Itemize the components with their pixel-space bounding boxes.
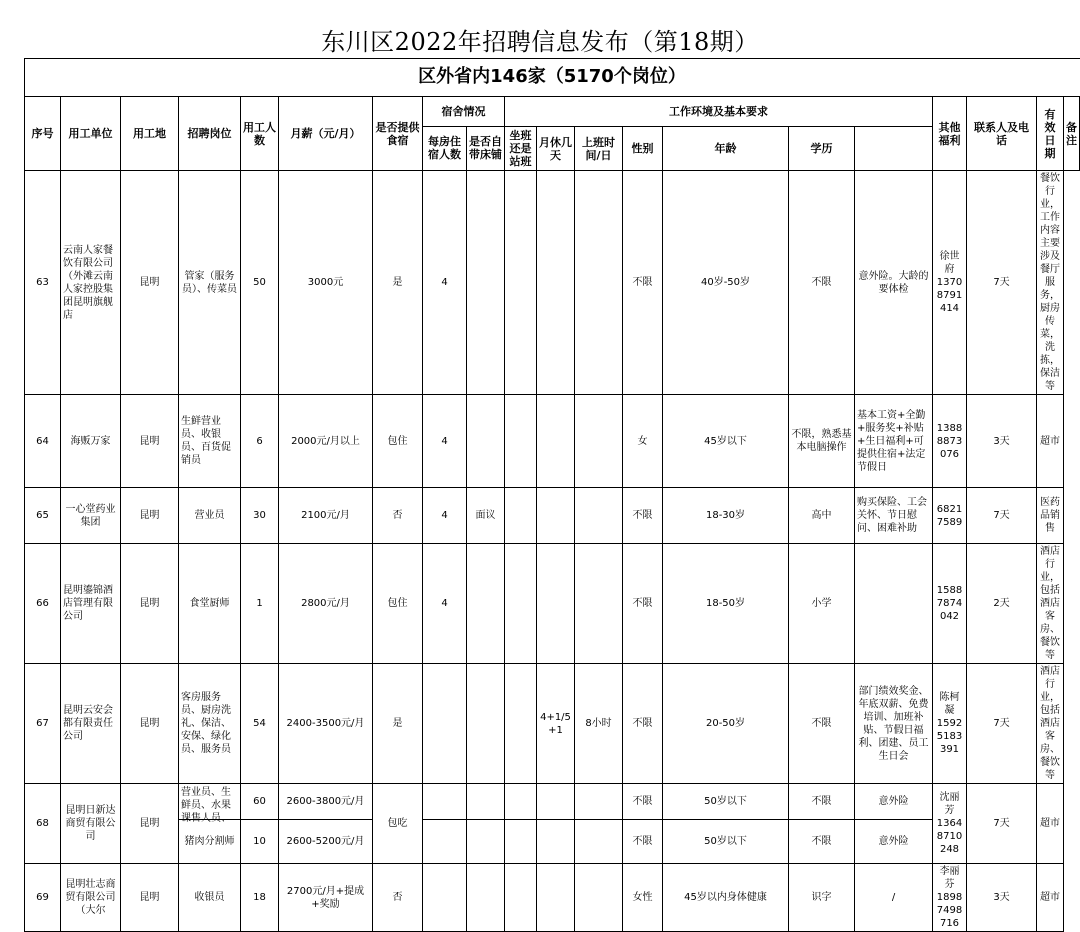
cell-position: 收银员 bbox=[179, 864, 241, 932]
cell-position: 客房服务员、厨房洗礼、保洁、安保、绿化员、服务员 bbox=[179, 664, 241, 784]
cell-education: 不限 bbox=[789, 784, 855, 820]
header-work-group: 工作环境及基本要求 bbox=[505, 97, 933, 127]
cell-salary: 2700元/月+提成+奖励 bbox=[279, 864, 373, 932]
cell-valid: 7天 bbox=[967, 488, 1037, 544]
cell-education: 小学 bbox=[789, 544, 855, 664]
cell-location: 昆明 bbox=[121, 664, 179, 784]
cell-sit-stand bbox=[505, 395, 537, 488]
cell-count: 60 bbox=[241, 784, 279, 820]
cell-age: 50岁以下 bbox=[663, 784, 789, 820]
cell-education: 不限，熟悉基本电脑操作 bbox=[789, 395, 855, 488]
divider bbox=[24, 58, 1080, 59]
cell-board: 包吃 bbox=[373, 784, 423, 864]
cell-position bbox=[179, 784, 241, 824]
header-position: 招聘岗位 bbox=[179, 97, 241, 171]
cell-gender: 不限 bbox=[623, 544, 663, 664]
cell-benefits: / bbox=[855, 864, 933, 932]
cell-benefits: 购买保险、工会关怀、节日慰问、困难补助 bbox=[855, 488, 933, 544]
cell-remarks: 酒店行业，包括酒店客房、餐饮等 bbox=[1037, 544, 1064, 664]
cell-salary: 2600-3800元/月 bbox=[279, 784, 373, 820]
cell-location: 昆明 bbox=[121, 395, 179, 488]
header-salary: 月薪（元/月） bbox=[279, 97, 373, 171]
header-dorm-bedding bbox=[467, 127, 505, 171]
cell-count: 50 bbox=[241, 171, 279, 395]
cell-valid: 3天 bbox=[967, 395, 1037, 488]
cell-dorm-bedding bbox=[467, 171, 505, 395]
cell-remarks: 超市 bbox=[1037, 864, 1064, 932]
contact-name: 徐世府 bbox=[939, 251, 960, 275]
header-employer: 用工单位 bbox=[61, 97, 121, 171]
cell-education: 识字 bbox=[789, 864, 855, 932]
cell-work-hours bbox=[575, 544, 623, 664]
contact-name: 沈丽芳 bbox=[939, 792, 960, 816]
cell-count: 18 bbox=[241, 864, 279, 932]
header-education: 学历 bbox=[789, 127, 855, 171]
page-title: 东川区2022年招聘信息发布（第18期） bbox=[321, 28, 759, 56]
cell-age: 40岁-50岁 bbox=[663, 171, 789, 395]
cell-remarks: 超市 bbox=[1037, 784, 1064, 864]
cell-education: 不限 bbox=[789, 171, 855, 395]
cell-education: 不限 bbox=[789, 664, 855, 784]
cell-gender: 不限 bbox=[623, 664, 663, 784]
header-sit-stand-text: 坐班还是站班 bbox=[509, 128, 532, 168]
cell-education: 不限 bbox=[789, 820, 855, 864]
cell-board: 包住 bbox=[373, 544, 423, 664]
contact-name: 陈柯凝 bbox=[939, 692, 960, 716]
cell-salary: 3000元 bbox=[279, 171, 373, 395]
cell-employer: 一心堂药业集团 bbox=[61, 488, 121, 544]
cell-dorm-people: 4 bbox=[423, 488, 467, 544]
cell-education: 高中 bbox=[789, 488, 855, 544]
cell-work-hours bbox=[575, 171, 623, 395]
cell-position: 生鲜营业员、收银员、百货促销员 bbox=[179, 395, 241, 488]
cell-employer: 昆明日新达商贸有限公司 bbox=[61, 784, 121, 864]
cell-rest-days bbox=[537, 395, 575, 488]
table-row bbox=[25, 864, 1080, 932]
table-row bbox=[25, 395, 1080, 488]
cell-rest-days bbox=[537, 171, 575, 395]
cell-dorm-people bbox=[423, 664, 467, 784]
cell-location: 昆明 bbox=[121, 544, 179, 664]
cell-contact bbox=[933, 664, 967, 784]
cell-salary: 2000元/月以上 bbox=[279, 395, 373, 488]
cell-location: 昆明 bbox=[121, 171, 179, 395]
cell-seq: 68 bbox=[25, 784, 61, 864]
cell-seq: 66 bbox=[25, 544, 61, 664]
header-board: 是否提供食宿 bbox=[373, 97, 423, 171]
cell-salary: 2600-5200元/月 bbox=[279, 820, 373, 864]
cell-dorm-bedding bbox=[467, 395, 505, 488]
cell-sit-stand bbox=[505, 488, 537, 544]
contact-phone: 13888873076 bbox=[936, 422, 963, 460]
cell-count: 10 bbox=[241, 820, 279, 864]
cell-work-hours bbox=[575, 784, 623, 820]
cell-benefits: 部门绩效奖金、年底双薪、免费培训、加班补贴、节假日福利、团建、员工生日会 bbox=[855, 664, 933, 784]
cell-position: 营业员 bbox=[179, 488, 241, 544]
cell-location: 昆明 bbox=[121, 784, 179, 864]
header-location: 用工地 bbox=[121, 97, 179, 171]
cell-board: 是 bbox=[373, 171, 423, 395]
table-row bbox=[25, 784, 1080, 820]
cell-benefits: 意外险。大龄的要体检 bbox=[855, 171, 933, 395]
cell-position-text: 营业员、生鲜员、水果课售人员、 bbox=[181, 786, 231, 824]
header-benefits: 其他福利 bbox=[933, 97, 967, 171]
cell-age: 18-50岁 bbox=[663, 544, 789, 664]
cell-sit-stand bbox=[505, 820, 537, 864]
cell-rest-days bbox=[537, 864, 575, 932]
cell-employer: 昆明鎏锦酒店管理有限公司 bbox=[61, 544, 121, 664]
cell-work-hours bbox=[575, 395, 623, 488]
cell-dorm-people bbox=[423, 864, 467, 932]
header-seq: 序号 bbox=[25, 97, 61, 171]
cell-rest-days bbox=[537, 488, 575, 544]
cell-location: 昆明 bbox=[121, 864, 179, 932]
header-age: 年龄 bbox=[663, 127, 789, 171]
cell-employer: 云南人家餐饮有限公司（外滩云南人家控股集团昆明旗舰店 bbox=[61, 171, 121, 395]
cell-remarks: 餐饮行业，工作内容主要涉及餐厅服务，厨房传菜，洗拣，保洁等 bbox=[1037, 171, 1064, 395]
table-row bbox=[25, 820, 1080, 864]
cell-employer bbox=[61, 864, 121, 932]
cell-dorm-people bbox=[423, 820, 467, 864]
cell-seq: 67 bbox=[25, 664, 61, 784]
cell-contact bbox=[933, 488, 967, 544]
cell-dorm-people: 4 bbox=[423, 171, 467, 395]
table-row bbox=[25, 488, 1080, 544]
cell-remarks: 酒店行业，包括酒店客房、餐饮等 bbox=[1037, 664, 1064, 784]
cell-gender: 女性 bbox=[623, 864, 663, 932]
cell-dorm-bedding bbox=[467, 820, 505, 864]
cell-dorm-bedding bbox=[467, 544, 505, 664]
cell-valid: 7天 bbox=[967, 664, 1037, 784]
cell-sit-stand bbox=[505, 171, 537, 395]
cell-dorm-bedding: 面议 bbox=[467, 488, 505, 544]
cell-age: 50岁以下 bbox=[663, 820, 789, 864]
contact-phone: 13648710248 bbox=[936, 818, 963, 855]
cell-position: 猪肉分割师 bbox=[179, 820, 241, 864]
cell-board: 是 bbox=[373, 664, 423, 784]
cell-sit-stand bbox=[505, 544, 537, 664]
header-rest-days: 月休几天 bbox=[537, 127, 575, 171]
cell-benefits: 基本工资+全勤+服务奖+补贴+生日福利+可提供住宿+法定节假日 bbox=[855, 395, 933, 488]
cell-board: 包住 bbox=[373, 395, 423, 488]
cell-seq: 65 bbox=[25, 488, 61, 544]
cell-board: 否 bbox=[373, 864, 423, 932]
header-remarks: 备注 bbox=[1063, 97, 1079, 171]
contact-phone: 15925183391 bbox=[936, 718, 963, 755]
cell-work-hours bbox=[575, 864, 623, 932]
header-dorm-people bbox=[423, 127, 467, 171]
cell-count: 6 bbox=[241, 395, 279, 488]
cell-gender: 女 bbox=[623, 395, 663, 488]
cell-benefits: 意外险 bbox=[855, 784, 933, 820]
contact-name: 李丽芬 bbox=[939, 866, 960, 890]
contact-phone: 68217589 bbox=[936, 503, 963, 528]
cell-contact bbox=[933, 544, 967, 664]
header-valid: 有效日期 bbox=[1037, 97, 1064, 171]
cell-contact bbox=[933, 395, 967, 488]
cell-seq: 64 bbox=[25, 395, 61, 488]
table-row bbox=[25, 664, 1080, 784]
contact-phone: 13708791414 bbox=[936, 277, 963, 314]
cell-board: 否 bbox=[373, 488, 423, 544]
cell-valid: 7天 bbox=[967, 171, 1037, 395]
cell-sit-stand bbox=[505, 864, 537, 932]
header-gender: 性别 bbox=[623, 127, 663, 171]
cell-benefits: 意外险 bbox=[855, 820, 933, 864]
header-count: 用工人数 bbox=[241, 97, 279, 171]
section-subtitle: 区外省内146家（5170个岗位） bbox=[418, 66, 686, 87]
cell-count: 54 bbox=[241, 664, 279, 784]
contact-phone: 18987498716 bbox=[936, 892, 963, 929]
cell-dorm-bedding bbox=[467, 664, 505, 784]
cell-valid: 2天 bbox=[967, 544, 1037, 664]
contact-phone: 15887874042 bbox=[936, 585, 963, 622]
cell-dorm-people: 4 bbox=[423, 395, 467, 488]
cell-remarks: 医药品销售 bbox=[1037, 488, 1064, 544]
cell-employer: 昆明云安会都有限责任公司 bbox=[61, 664, 121, 784]
cell-gender: 不限 bbox=[623, 784, 663, 820]
header-contact: 联系人及电话 bbox=[967, 97, 1037, 171]
cell-valid: 3天 bbox=[967, 864, 1037, 932]
table-row bbox=[25, 171, 1080, 395]
cell-position: 食堂厨师 bbox=[179, 544, 241, 664]
header-dorm-people-text: 每房住宿人数 bbox=[428, 134, 461, 161]
cell-dorm-bedding bbox=[467, 864, 505, 932]
table-row bbox=[25, 544, 1080, 664]
cell-age: 45岁以下 bbox=[663, 395, 789, 488]
cell-gender: 不限 bbox=[623, 820, 663, 864]
cell-remarks: 超市 bbox=[1037, 395, 1064, 488]
cell-gender: 不限 bbox=[623, 171, 663, 395]
cell-rest-days: 4+1/5+1 bbox=[537, 664, 575, 784]
cell-work-hours: 8小时 bbox=[575, 664, 623, 784]
cell-seq: 69 bbox=[25, 864, 61, 932]
cell-rest-days bbox=[537, 544, 575, 664]
cell-salary: 2400-3500元/月 bbox=[279, 664, 373, 784]
cell-rest-days bbox=[537, 820, 575, 864]
cell-work-hours bbox=[575, 488, 623, 544]
cell-employer: 海贩万家 bbox=[61, 395, 121, 488]
header-dorm-bedding-text: 是否自带床铺 bbox=[469, 134, 502, 161]
cell-age: 18-30岁 bbox=[663, 488, 789, 544]
cell-dorm-bedding bbox=[467, 784, 505, 820]
cell-dorm-people: 4 bbox=[423, 544, 467, 664]
cell-contact bbox=[933, 864, 967, 932]
cell-sit-stand bbox=[505, 784, 537, 820]
cell-rest-days bbox=[537, 784, 575, 820]
cell-salary: 2100元/月 bbox=[279, 488, 373, 544]
cell-contact bbox=[933, 171, 967, 395]
cell-location: 昆明 bbox=[121, 488, 179, 544]
cell-count: 30 bbox=[241, 488, 279, 544]
header-work-hours: 上班时间/日 bbox=[575, 127, 623, 171]
job-table bbox=[24, 96, 1080, 932]
cell-seq: 63 bbox=[25, 171, 61, 395]
cell-age: 45岁以内身体健康 bbox=[663, 864, 789, 932]
cell-contact bbox=[933, 784, 967, 864]
cell-dorm-people bbox=[423, 784, 467, 820]
cell-age: 20-50岁 bbox=[663, 664, 789, 784]
cell-valid: 7天 bbox=[967, 784, 1037, 864]
header-sit-stand bbox=[505, 127, 537, 171]
cell-count: 1 bbox=[241, 544, 279, 664]
cell-sit-stand bbox=[505, 664, 537, 784]
cell-gender: 不限 bbox=[623, 488, 663, 544]
cell-salary: 2800元/月 bbox=[279, 544, 373, 664]
header-dorm-group: 宿舍情况 bbox=[423, 97, 505, 127]
cell-benefits bbox=[855, 544, 933, 664]
cell-position: 管家（服务员）、传菜员 bbox=[179, 171, 241, 395]
cell-work-hours bbox=[575, 820, 623, 864]
cell-employer-text: 昆明壮志商贸有限公司（大尔 bbox=[65, 879, 116, 916]
